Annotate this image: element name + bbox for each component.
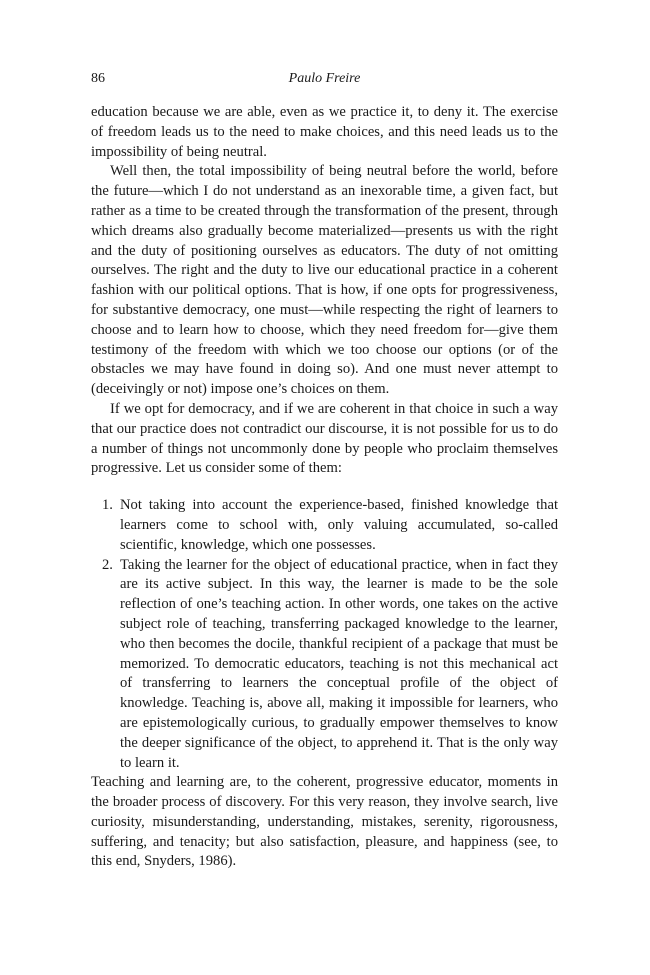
list-item-text: Not taking into account the experience-based, finished knowledge that learners come to school with, only valuing accumulated, so-called scientific, knowledge, which one possesses. <box>120 497 558 553</box>
numbered-list <box>91 496 558 773</box>
list-marker: 1. <box>102 497 113 514</box>
list-item-text: Taking the learner for the object of educational practice, when in fact they are its active subject. In this way, the learner is made to be the sole reflection of one’s teaching action. In other words, one takes on the active subject role of teaching, transferring packaged knowledge to the learner, who then becomes the docile, thankful recipient of a package that must be memorized. To democratic educators, teaching is not this mechanical act of transferring to learners the conceptual profile of the object of knowledge. Teaching is, above all, making it impossible for learners, who are epistemologically curious, to gradually empower themselves to know the deeper significance of the object, to apprehend it. That is the only way to learn it. <box>120 556 558 771</box>
list-item <box>91 496 558 555</box>
list-continuation-paragraph: Teaching and learning are, to the coherent, progressive educator, moments in the broader process of discovery. For this very reason, they involve search, live curiosity, misunderstanding, understanding, mistakes, serenity, rigorousness, suffering, and tenacity; but also satisfaction, pleasure, and happiness (see, to this end, Snyders, 1986). <box>91 774 558 870</box>
running-title: Paulo Freire <box>288 71 361 86</box>
paragraph: If we opt for democracy, and if we are coherent in that choice in such a way that our practice does not contradict our discourse, it is not possible for us to do a number of things not uncommonly done by people who proclaim themselves progressive. Let us consider some of them: <box>91 400 558 477</box>
list-marker: 2. <box>102 556 113 573</box>
list-item <box>91 556 558 774</box>
paragraph-continued: education because we are able, even as we practice it, to deny it. The exercise of freedom leads us to the need to make choices, and this need leads us to the impossibility of being neutral. <box>91 104 558 160</box>
body-text <box>91 103 558 872</box>
page-number: 86 <box>91 71 105 86</box>
running-header <box>91 70 558 88</box>
paragraph: Well then, the total impossibility of being neutral before the world, before the future—which I do not understand as an inexorable time, a given fact, but rather as a time to be created through the transformation of the present, through which dreams also gradually become materialized—presents us with the right and the duty of positioning ourselves as educators. The duty of not omitting ourselves. The right and the duty to live our educational practice in a coherent fashion with our political options. That is how, if one opts for progressiveness, for substantive democracy, one must—while respecting the right of learners to choose and to learn how to choose, which they need freedom for—give them testimony of the freedom with which we too choose our options (or of the obstacles we may have found in doing so). And one must never attempt to (deceivingly or not) impose one’s choices on them. <box>91 163 558 398</box>
